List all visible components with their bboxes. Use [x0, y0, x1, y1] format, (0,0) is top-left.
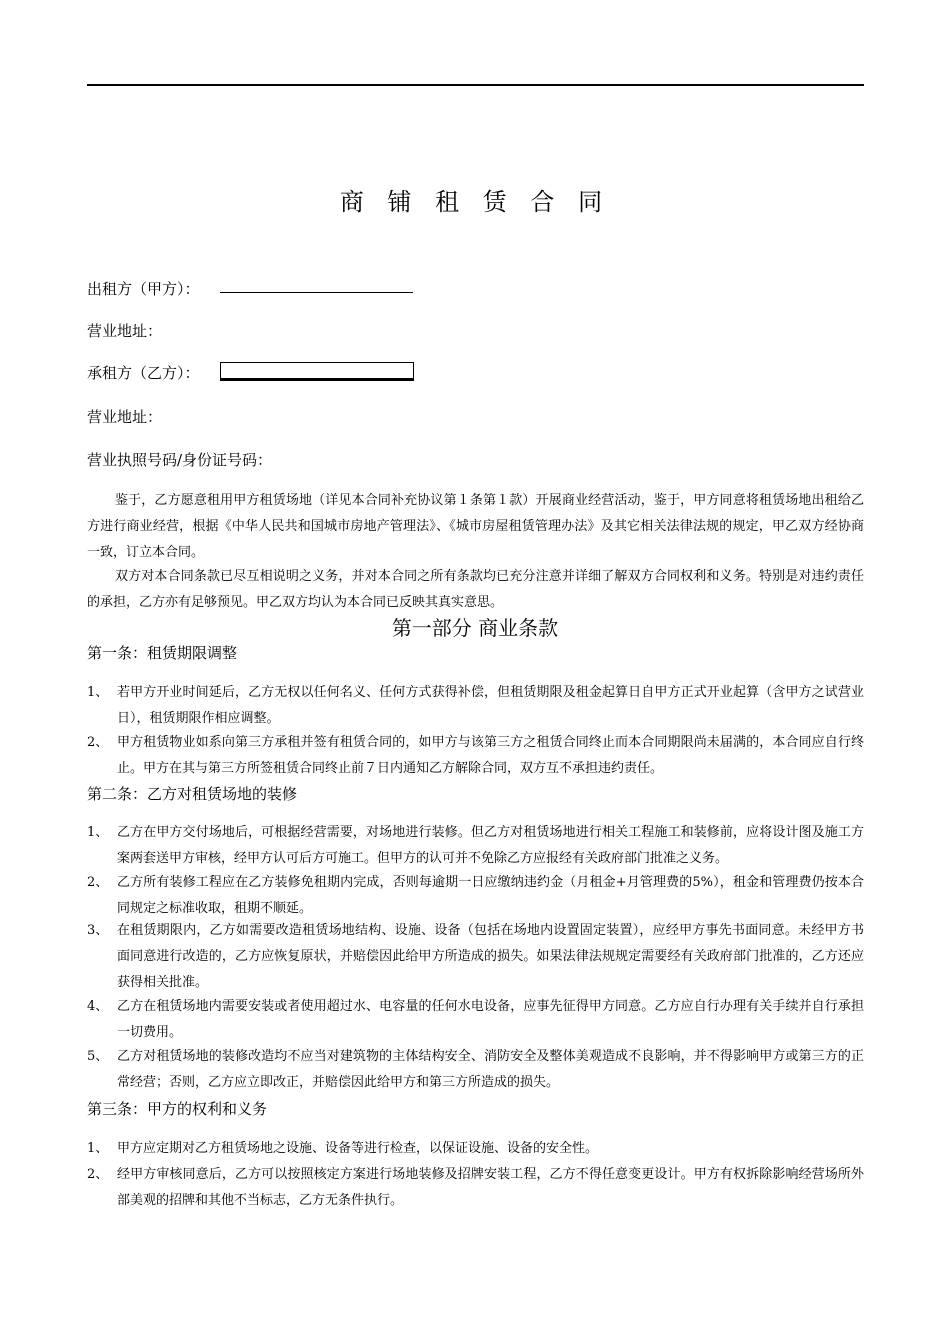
article-1-heading: 第一条：租赁期限调整 — [87, 644, 238, 662]
item-number: 3、 — [87, 923, 109, 938]
article-2-item-3 — [87, 918, 864, 996]
article-2-item-2 — [87, 870, 864, 922]
item-text: 甲方租赁物业如系向第三方承租并签有租赁合同的，如甲方与该第三方之租赁合同终止而本合同期限尚未届满的，本合同应自行终止。甲方在其与第三方所签租赁合同终止前７日内通知乙方解除合同，双方互不承担违约责任。 — [117, 735, 864, 776]
item-number: 1、 — [87, 685, 109, 700]
item-text: 乙方所有装修工程应在乙方装修免租期内完成，否则每逾期一日应缴纳违约金（月租金+月管理费的5%），租金和管理费仍按本合同规定之标准收取，租期不顺延。 — [117, 875, 864, 916]
lessee-label: 承租方（乙方）： — [87, 364, 200, 382]
document-title: 商 铺 租 赁 合 同 — [339, 188, 611, 216]
item-number: 2、 — [87, 875, 109, 890]
article-1-item-1 — [87, 680, 864, 732]
item-number: 4、 — [87, 999, 109, 1014]
article-2-item-1 — [87, 820, 864, 872]
part-title: 第一部分 商业条款 — [391, 616, 559, 640]
article-3-item-1 — [87, 1136, 864, 1162]
article-2-item-5 — [87, 1044, 864, 1096]
lessor-blank[interactable] — [220, 292, 413, 293]
item-text: 乙方对租赁场地的装修改造均不应当对建筑物的主体结构安全、消防安全及整体美观造成不良影响，并不得影响甲方或第三方的正常经营；否则，乙方应立即改正，并赔偿因此给甲方和第三方所造成的损失。 — [117, 1049, 864, 1090]
article-3-heading: 第三条：甲方的权利和义务 — [87, 1100, 268, 1118]
item-number: 1、 — [87, 1141, 109, 1156]
lessor-label: 出租方（甲方）： — [87, 280, 200, 298]
item-text: 乙方在租赁场地内需要安装或者使用超过水、电容量的任何水电设备，应事先征得甲方同意。乙方应自行办理有关手续并自行承担一切费用。 — [117, 999, 864, 1040]
item-text: 在租赁期限内，乙方如需要改造租赁场地结构、设施、设备（包括在场地内设置固定装置），应经甲方事先书面同意。未经甲方书面同意进行改造的，乙方应恢复原状，并赔偿因此给甲方所造成的损失。如果法律法规规定需要经有关政府部门批准的，乙方还应获得相关批准。 — [117, 923, 864, 990]
item-number: 2、 — [87, 735, 109, 750]
item-number: 1、 — [87, 825, 109, 840]
item-text: 乙方在甲方交付场地后，可根据经营需要，对场地进行装修。但乙方对租赁场地进行相关工程施工和装修前，应将设计图及施工方案两套送甲方审核，经甲方认可后方可施工。但甲方的认可并不免除乙方应报经有关政府部门批准之义务。 — [117, 825, 864, 866]
article-3-item-2 — [87, 1162, 864, 1214]
header-rule — [87, 84, 864, 86]
item-text: 甲方应定期对乙方租赁场地之设施、设备等进行检查，以保证设施、设备的安全性。 — [117, 1141, 599, 1156]
article-1-item-2 — [87, 730, 864, 782]
preamble-paragraph-1: 鉴于，乙方愿意租用甲方租赁场地（详见本合同补充协议第１条第１款）开展商业经营活动，鉴于，甲方同意将租赁场地出租给乙方进行商业经营，根据《中华人民共和国城市房地产管理法》、《城市房屋租赁管理办法》及其它相关法律法规的规定，甲乙双方经协商一致，订立本合同。 — [87, 493, 864, 560]
lessee-input-box[interactable] — [220, 362, 414, 381]
item-text: 若甲方开业时间延后，乙方无权以任何名义、任何方式获得补偿，但租赁期限及租金起算日自甲方正式开业起算（含甲方之试营业日），租赁期限作相应调整。 — [117, 685, 864, 726]
article-2-item-4 — [87, 994, 864, 1046]
preamble-paragraph-2: 双方对本合同条款已尽互相说明之义务，并对本合同之所有条款均已充分注意并详细了解双方合同权利和义务。特别是对违约责任的承担，乙方亦有足够预见。甲乙双方均认为本合同已反映其真实意思。 — [87, 569, 864, 610]
article-2-heading: 第二条：乙方对租赁场地的装修 — [87, 785, 298, 803]
lessor-address-label: 营业地址： — [87, 322, 163, 340]
item-number: 2、 — [87, 1167, 109, 1182]
item-text: 经甲方审核同意后，乙方可以按照核定方案进行场地装修及招牌安装工程，乙方不得任意变更设计。甲方有权拆除影响经营场所外部美观的招牌和其他不当标志，乙方无条件执行。 — [117, 1167, 864, 1208]
license-label: 营业执照号码/身份证号码： — [87, 451, 273, 469]
lessee-address-label: 营业地址： — [87, 408, 163, 426]
item-number: 5、 — [87, 1049, 109, 1064]
